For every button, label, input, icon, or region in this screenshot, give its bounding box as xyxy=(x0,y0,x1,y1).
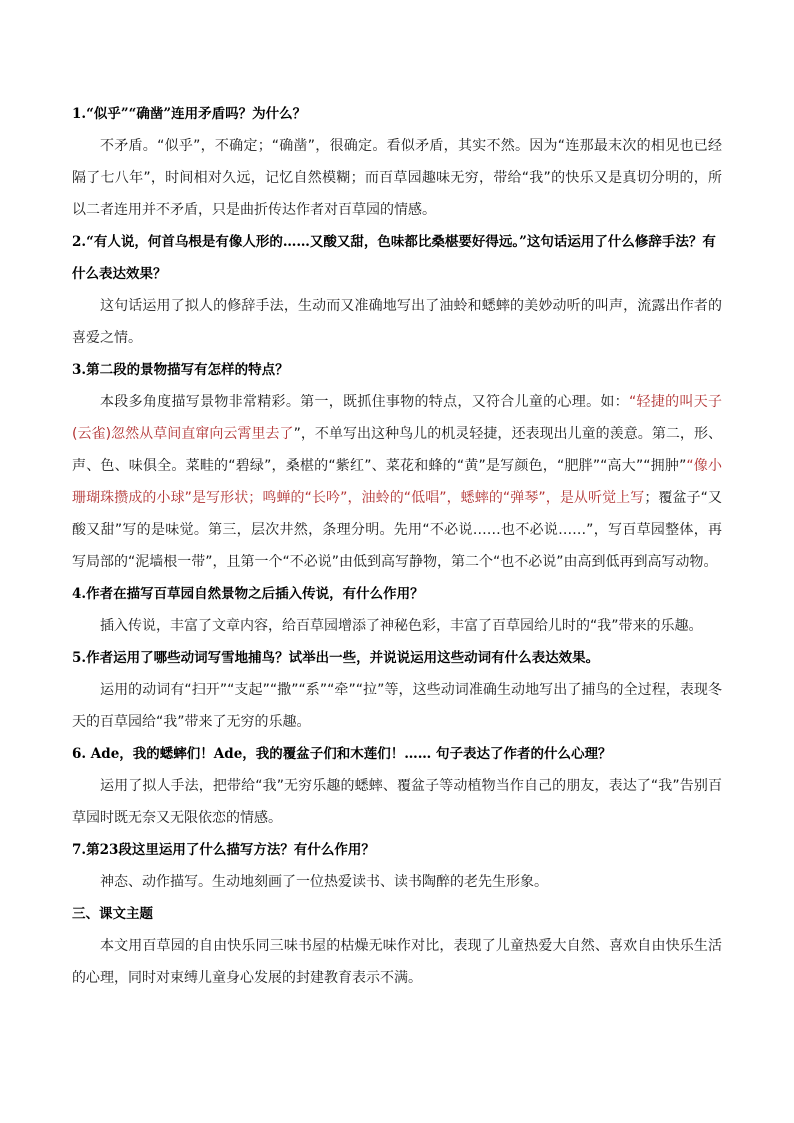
question-2: 2.“有人说，何首乌根是有像人形的……又酸又甜，色味都比桑椹要好得远。”这句话运用了什么修辞手法？有什么表达效果？ xyxy=(72,234,716,282)
question-3: 3.第二段的景物描写有怎样的特点？ xyxy=(72,362,289,378)
answer-4: 插入传说，丰富了文章内容，给百草园增添了神秘色彩，丰富了百草园给儿时的“我”带来的乐趣。 xyxy=(100,618,703,634)
section-heading-theme: 三、课文主题 xyxy=(72,906,153,922)
question-4: 4.作者在描写百草园自然景物之后插入传说，有什么作用？ xyxy=(72,586,424,602)
answer-3-quote-skylark: “轻捷的叫天子(云雀)忽然从草间直窜向云霄里去了 xyxy=(72,394,722,442)
answer-1: 不矛盾。“似乎”，不确定；“确凿”，很确定。看似矛盾，其实不然。因为“连那最末次的相见也已经隔了七八年”，时间相对久远，记忆自然模糊；而百草园趣味无穷，带给“我”的快乐又是真切分明的，所以二者连用并不矛盾，只是曲折传达作者对百草园的情感。 xyxy=(72,138,722,218)
answer-3 xyxy=(72,386,722,578)
content-area xyxy=(72,98,722,994)
question-5: 5.作者运用了哪些动词写雪地捕鸟？试举出一些，并说说运用这些动词有什么表达效果。 xyxy=(72,650,600,666)
question-6: 6. Ade，我的蟋蟀们！Ade，我的覆盆子们和木莲们！…… 句子表达了作者的什么心理？ xyxy=(72,746,612,762)
answer-3-part-3: ；覆盆子“又酸又甜”写的是味觉。第三，层次井然，条理分明。先用“不必说……也不必说……”，写百草园整体，再写局部的“泥墙根一带”，且第一个“不必说”由低到高写静物，第二个“也不必说”由高到低再到高写动物。 xyxy=(72,490,722,570)
theme-paragraph: 本文用百草园的自由快乐同三味书屋的枯燥无味作对比，表现了儿童热爱大自然、喜欢自由快乐生活的心理，同时对束缚儿童身心发展的封建教育表示不满。 xyxy=(72,938,722,986)
answer-2: 这句话运用了拟人的修辞手法，生动而又准确地写出了油蛉和蟋蟀的美妙动听的叫声，流露出作者的喜爱之情。 xyxy=(72,298,722,346)
answer-3-quote-raspberry: “像小珊瑚珠攒成的小球”是写形状；鸣蝉的“长吟”，油蛉的“低唱”，蟋蟀的“弹琴”，是从听觉上写 xyxy=(72,458,722,506)
answer-3-part-2: ”，不单写出这种鸟儿的机灵轻捷，还表现出儿童的羡意。第二，形、声、色、味俱全。菜畦的“碧绿”，桑椹的“紫红”、菜花和蜂的“黄”是写颜色，“肥胖”“高大”“拥肿” xyxy=(72,426,722,474)
answer-6: 运用了拟人手法，把带给“我”无穷乐趣的蟋蟀、覆盆子等动植物当作自己的朋友，表达了“我”告别百草园时既无奈又无限依恋的情感。 xyxy=(72,778,722,826)
question-1: 1.“似乎”“确凿”连用矛盾吗？为什么？ xyxy=(72,106,307,122)
answer-3-part-1: 本段多角度描写景物非常精彩。第一，既抓住事物的特点，又符合儿童的心理。如： xyxy=(100,394,629,410)
answer-7: 神态、动作描写。生动地刻画了一位热爱读书、读书陶醉的老先生形象。 xyxy=(100,874,548,890)
answer-5: 运用的动词有“扫开”“支起”“撒”“系”“牵”“拉”等，这些动词准确生动地写出了捕鸟的全过程，表现冬天的百草园给“我”带来了无穷的乐趣。 xyxy=(72,682,722,730)
question-7: 7.第23段这里运用了什么描写方法？有什么作用？ xyxy=(72,842,375,858)
